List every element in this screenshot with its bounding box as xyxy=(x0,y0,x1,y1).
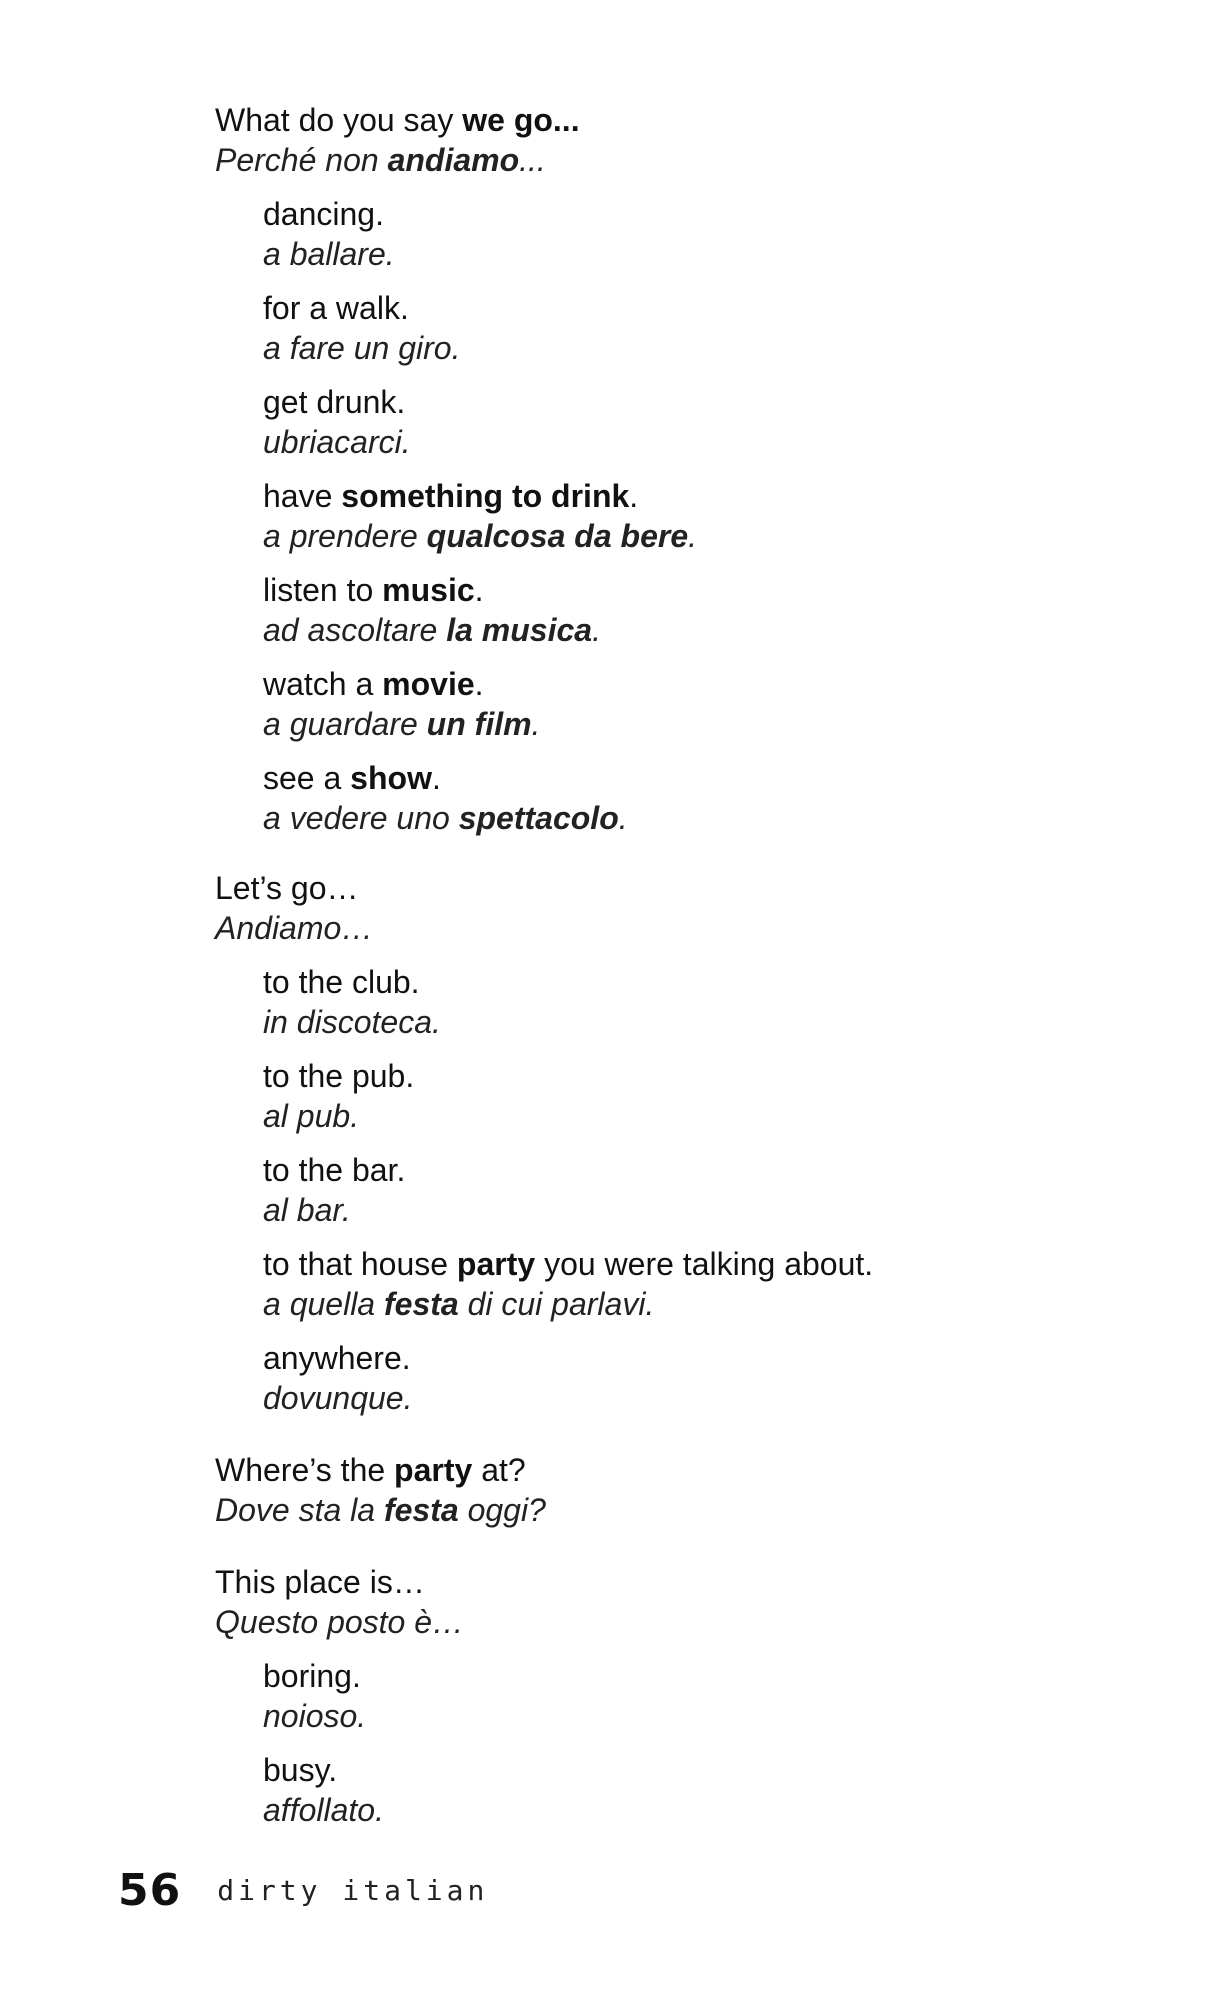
phrase-item xyxy=(263,476,1115,556)
section-heading xyxy=(215,868,1115,948)
phrase-item xyxy=(263,1056,1115,1136)
phrase-italian: a prendere qualcosa da bere. xyxy=(263,518,697,554)
section-heading xyxy=(215,1450,1115,1530)
phrase-item xyxy=(263,962,1115,1042)
phrase-item xyxy=(263,288,1115,368)
phrase-english: dancing. xyxy=(263,196,384,232)
phrase-section xyxy=(215,1562,1115,1830)
phrase-english: see a show. xyxy=(263,760,441,796)
phrase-italian: a vedere uno spettacolo. xyxy=(263,800,628,836)
phrase-italian: ubriacarci. xyxy=(263,424,411,460)
heading-english: Where’s the party at? xyxy=(215,1452,526,1488)
phrase-item xyxy=(263,758,1115,838)
phrase-italian: a guardare un film. xyxy=(263,706,541,742)
phrase-italian: a quella festa di cui parlavi. xyxy=(263,1286,655,1322)
phrase-english: listen to music. xyxy=(263,572,484,608)
phrase-italian: a ballare. xyxy=(263,236,395,272)
phrase-item xyxy=(263,1750,1115,1830)
heading-italian: Questo posto è… xyxy=(215,1604,465,1640)
heading-italian: Perché non andiamo... xyxy=(215,142,546,178)
phrase-item xyxy=(263,1244,1115,1324)
phrase-english: get drunk. xyxy=(263,384,406,420)
phrase-item xyxy=(263,194,1115,274)
section-heading xyxy=(215,100,1115,180)
heading-italian: Dove sta la festa oggi? xyxy=(215,1492,546,1528)
phrase-english: to the pub. xyxy=(263,1058,415,1094)
phrase-list xyxy=(263,1656,1115,1830)
section-heading xyxy=(215,1562,1115,1642)
phrase-english: to that house party you were talking about. xyxy=(263,1246,874,1282)
phrase-english: boring. xyxy=(263,1658,361,1694)
phrase-list xyxy=(263,194,1115,838)
phrase-italian: in discoteca. xyxy=(263,1004,441,1040)
phrase-english: anywhere. xyxy=(263,1340,411,1376)
phrase-italian: ad ascoltare la musica. xyxy=(263,612,601,648)
phrase-italian: dovunque. xyxy=(263,1380,413,1416)
phrase-english: for a walk. xyxy=(263,290,409,326)
page-number: 56 xyxy=(118,1864,182,1916)
phrase-item xyxy=(263,1338,1115,1418)
phrase-section xyxy=(215,868,1115,1418)
book-title: dirty italian xyxy=(217,1873,489,1907)
phrase-italian: al bar. xyxy=(263,1192,351,1228)
phrase-english: watch a movie. xyxy=(263,666,484,702)
phrase-italian: noioso. xyxy=(263,1698,367,1734)
phrase-english: busy. xyxy=(263,1752,338,1788)
heading-english: This place is… xyxy=(215,1564,425,1600)
phrase-section xyxy=(215,100,1115,838)
phrase-item xyxy=(263,664,1115,744)
phrase-english: have something to drink. xyxy=(263,478,639,514)
phrase-italian: a fare un giro. xyxy=(263,330,461,366)
phrase-item xyxy=(263,570,1115,650)
phrase-item xyxy=(263,1150,1115,1230)
phrase-list xyxy=(263,962,1115,1418)
phrase-english: to the club. xyxy=(263,964,420,1000)
heading-english: What do you say we go... xyxy=(215,102,580,138)
phrase-item xyxy=(263,382,1115,462)
phrase-italian: affollato. xyxy=(263,1792,384,1828)
page-footer xyxy=(118,1860,488,1920)
phrase-english: to the bar. xyxy=(263,1152,406,1188)
phrase-italian: al pub. xyxy=(263,1098,360,1134)
heading-italian: Andiamo… xyxy=(215,910,374,946)
phrase-item xyxy=(263,1656,1115,1736)
heading-english: Let’s go… xyxy=(215,870,359,906)
phrase-section xyxy=(215,1450,1115,1530)
